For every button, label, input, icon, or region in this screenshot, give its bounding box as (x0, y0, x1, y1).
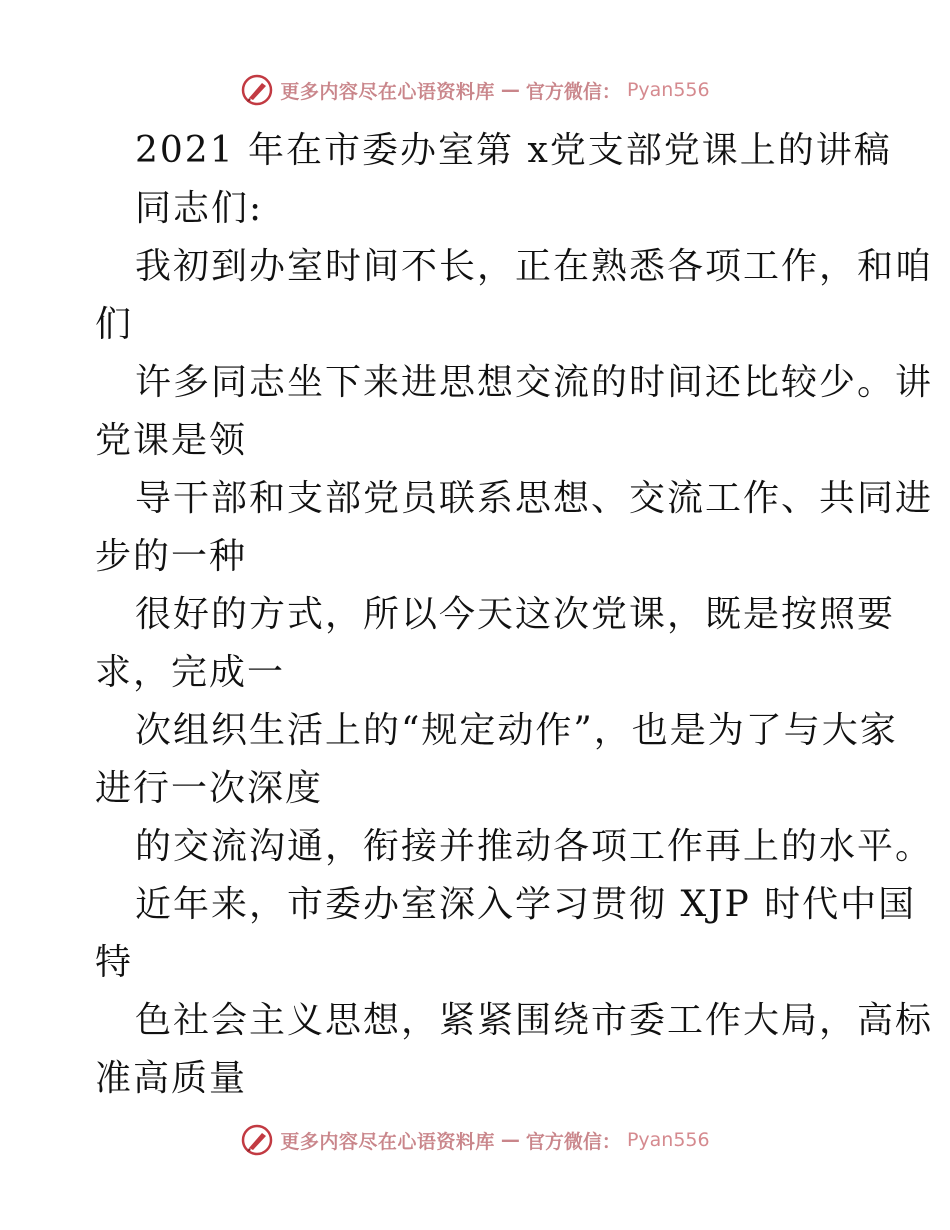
footer-watermark (0, 1120, 950, 1160)
body-line: 我初到办室时间不长，正在熟悉各项工作，和咱 (135, 246, 934, 287)
body-line: 求，完成一 (95, 652, 286, 693)
body-line: 进行一次深度 (95, 768, 324, 809)
body-line: 次组织生活上的“规定动作”，也是为了与大家 (135, 710, 898, 751)
document-body (95, 122, 934, 1108)
body-line: 特 (95, 942, 134, 983)
pen-logo-icon (240, 1123, 274, 1157)
salutation: 同志们: (135, 188, 264, 229)
header-watermark (0, 70, 950, 110)
watermark-wechat-id: Pyan556 (626, 79, 710, 101)
watermark-wechat-id: Pyan556 (626, 1129, 710, 1151)
watermark-official-text: 官方微信： (525, 80, 621, 103)
watermark-dash: — (500, 1129, 520, 1151)
body-line: 近年来，市委办室深入学习贯彻 XJP 时代中国 (135, 884, 917, 925)
pen-logo-icon (240, 73, 274, 107)
watermark-dash: — (500, 79, 520, 101)
watermark-official-text: 官方微信： (525, 1130, 621, 1153)
body-line: 许多同志坐下来进思想交流的时间还比较少。讲 (135, 362, 934, 403)
body-line: 的交流沟通，衔接并推动各项工作再上的水平。 (135, 826, 934, 867)
body-line: 党课是领 (95, 420, 248, 461)
watermark-main-text: 更多内容尽在心语资料库 (280, 1130, 495, 1153)
body-line: 色社会主义思想，紧紧围绕市委工作大局，高标 (135, 1000, 934, 1041)
body-line: 准高质量 (95, 1058, 248, 1099)
body-line: 步的一种 (95, 536, 248, 577)
body-line: 导干部和支部党员联系思想、交流工作、共同进 (135, 478, 934, 519)
body-line: 很好的方式，所以今天这次党课，既是按照要 (135, 594, 896, 635)
document-title: 2021 年在市委办室第 x党支部党课上的讲稿 (135, 130, 892, 171)
watermark-main-text: 更多内容尽在心语资料库 (280, 80, 495, 103)
body-line: 们 (95, 304, 134, 345)
